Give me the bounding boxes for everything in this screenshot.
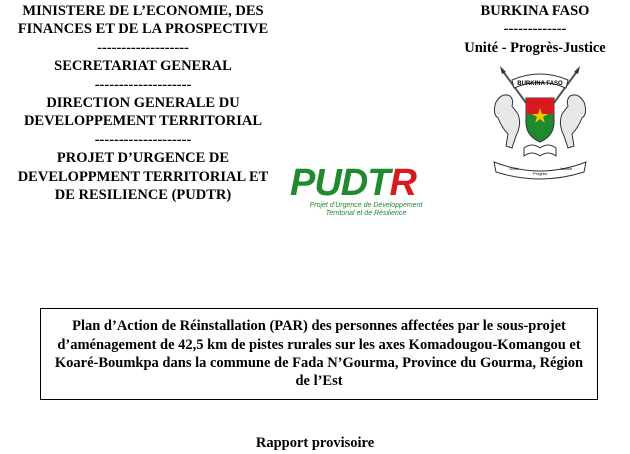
project-line: DE RESILIENCE (PUDTR) bbox=[54, 187, 232, 204]
ministry-header bbox=[8, 2, 278, 204]
separator: -------------------- bbox=[94, 131, 192, 148]
direction-line: DEVELOPPEMENT TERRITORIAL bbox=[23, 113, 263, 130]
title-line: d’aménagement de 42,5 km de pistes rurales sur les axes Komadougou-Komangou et bbox=[57, 336, 581, 353]
document-title-box bbox=[40, 308, 598, 400]
pudtr-logo-subtitle bbox=[296, 202, 436, 218]
national-motto: Unité - Progrès-Justice bbox=[464, 39, 606, 56]
project-line: PROJET D’URGENCE DE bbox=[56, 150, 230, 167]
separator: ------------- bbox=[503, 21, 567, 38]
project-line: DEVELOPPMENT TERRITORIAL ET bbox=[17, 168, 269, 185]
title-line: Koaré-Boumkpa dans la commune de Fada N’Gourma, Province du Gourma, Région bbox=[54, 355, 584, 371]
country-name: BURKINA FASO bbox=[480, 3, 590, 19]
pudtr-logo-word bbox=[290, 162, 416, 205]
direction-line: DIRECTION GENERALE DU bbox=[46, 95, 240, 112]
logo-word-red: R bbox=[389, 162, 416, 204]
arms-ribbon-right: Justice bbox=[559, 166, 573, 171]
arms-banner-text: BURKINA FASO bbox=[517, 81, 563, 87]
logo-word-green: PUDT bbox=[290, 162, 390, 204]
arms-ribbon-left: Unité bbox=[509, 166, 519, 171]
title-line: de l’Est bbox=[295, 373, 343, 390]
ministry-line: MINISTERE DE L’ECONOMIE, DES bbox=[22, 3, 264, 19]
document-title bbox=[49, 317, 589, 391]
separator: -------------------- bbox=[94, 76, 192, 93]
separator: ------------------- bbox=[97, 39, 189, 56]
title-line: Plan d’Action de Réinstallation (PAR) des personnes affectées par le sous-projet bbox=[72, 318, 566, 335]
arms-ribbon-center: Progrès bbox=[532, 171, 548, 176]
pudtr-logo bbox=[290, 158, 440, 224]
ministry-line: FINANCES ET DE LA PROSPECTIVE bbox=[17, 21, 269, 38]
report-status: Rapport provisoire bbox=[255, 435, 375, 451]
logo-subtitle-line: Projet d’Urgence de Développement bbox=[309, 202, 423, 209]
secretariat-line: SECRETARIAT GENERAL bbox=[54, 58, 232, 75]
logo-subtitle-line: Territorial et de Résilience bbox=[325, 210, 407, 217]
coat-of-arms-icon bbox=[482, 62, 598, 180]
country-header bbox=[440, 2, 630, 57]
